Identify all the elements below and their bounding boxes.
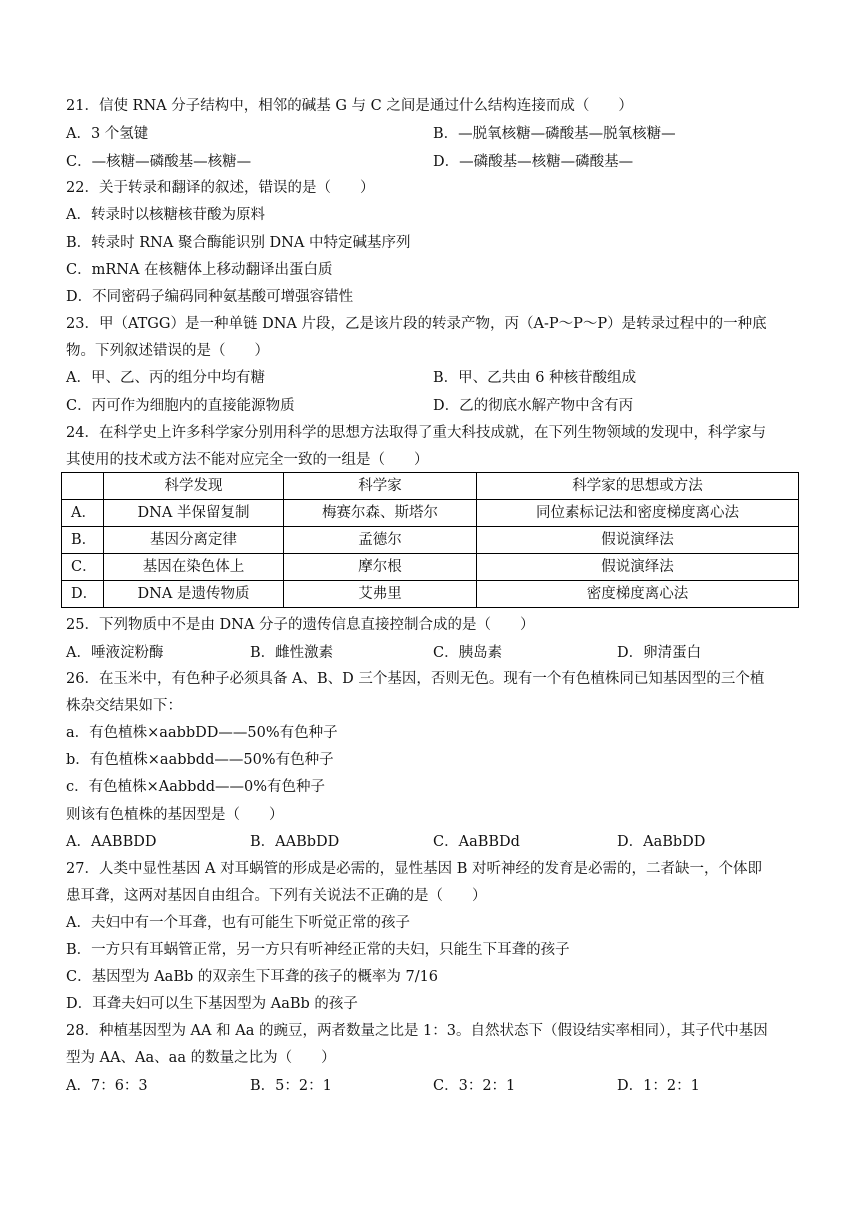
q26-cross-a: a．有色植株×aabbDD——50%有色种子 bbox=[66, 725, 338, 741]
q28-option-b: B．5：2：1 bbox=[250, 1078, 332, 1094]
table-header-cell: 科学发现 bbox=[104, 473, 284, 500]
table-cell: DNA 半保留复制 bbox=[104, 500, 284, 527]
table-cell: A． bbox=[62, 500, 104, 527]
q26-option-a: A．AABBDD bbox=[66, 834, 157, 850]
table-header-cell: 科学家 bbox=[284, 473, 477, 500]
table-row bbox=[62, 500, 799, 527]
table-cell: 基因在染色体上 bbox=[104, 554, 284, 581]
table-cell: D． bbox=[62, 581, 104, 608]
q21-option-a: A．3 个氢键 bbox=[66, 126, 149, 142]
q25-option-c: C．胰岛素 bbox=[433, 645, 503, 661]
table-cell: C． bbox=[62, 554, 104, 581]
q27-stem-line2: 患耳聋，这两对基因自由组合。下列有关说法不正确的是（ ） bbox=[66, 888, 487, 904]
q24-stem-line2: 其使用的技术或方法不能对应完全一致的一组是（ ） bbox=[66, 452, 429, 468]
table-cell: 孟德尔 bbox=[284, 527, 477, 554]
q21-option-d: D．—磷酸基—核糖—磷酸基— bbox=[433, 154, 634, 170]
q24-table bbox=[61, 472, 799, 608]
q28-option-c: C．3：2：1 bbox=[433, 1078, 516, 1094]
q28-stem-line1: 28．种植基因型为 AA 和 Aa 的豌豆，两者数量之比是 1：3。自然状态下（假设结实率相同），其子代中基因 bbox=[66, 1023, 768, 1039]
table-header-cell: 科学家的思想或方法 bbox=[477, 473, 799, 500]
table-cell: 同位素标记法和密度梯度离心法 bbox=[477, 500, 799, 527]
table-header-row bbox=[62, 473, 799, 500]
q23-option-a: A．甲、乙、丙的组分中均有糖 bbox=[66, 370, 265, 386]
q25-option-b: B．雌性激素 bbox=[250, 645, 334, 661]
q25-option-a: A．唾液淀粉酶 bbox=[66, 645, 164, 661]
q22-stem: 22．关于转录和翻译的叙述，错误的是（ ） bbox=[66, 180, 375, 196]
q23-option-b: B．甲、乙共由 6 种核苷酸组成 bbox=[433, 370, 637, 386]
q22-option-b: B．转录时 RNA 聚合酶能识别 DNA 中特定碱基序列 bbox=[66, 235, 411, 251]
q26-option-d: D．AaBbDD bbox=[617, 834, 706, 850]
table-cell: 摩尔根 bbox=[284, 554, 477, 581]
table-cell: 假说演绎法 bbox=[477, 554, 799, 581]
q22-option-d: D．不同密码子编码同种氨基酸可增强容错性 bbox=[66, 289, 354, 305]
q25-stem: 25．下列物质中不是由 DNA 分子的遗传信息直接控制合成的是（ ） bbox=[66, 617, 535, 633]
q21-option-b: B．—脱氧核糖—磷酸基—脱氧核糖— bbox=[433, 126, 676, 142]
q27-option-c: C．基因型为 AaBb 的双亲生下耳聋的孩子的概率为 7/16 bbox=[66, 969, 439, 985]
table-cell: 艾弗里 bbox=[284, 581, 477, 608]
table-row bbox=[62, 554, 799, 581]
q26-option-b: B．AABbDD bbox=[250, 834, 340, 850]
table-cell: DNA 是遗传物质 bbox=[104, 581, 284, 608]
q22-option-a: A．转录时以核糖核苷酸为原料 bbox=[66, 207, 265, 223]
q23-option-c: C．丙可作为细胞内的直接能源物质 bbox=[66, 398, 295, 414]
q27-stem-line1: 27．人类中显性基因 A 对耳蜗管的形成是必需的，显性基因 B 对听神经的发育是必需的，二者缺一，个体即 bbox=[66, 861, 763, 877]
q23-option-d: D．乙的彻底水解产物中含有丙 bbox=[433, 398, 634, 414]
table-header-cell bbox=[62, 473, 104, 500]
q27-option-a: A．夫妇中有一个耳聋，也有可能生下听觉正常的孩子 bbox=[66, 915, 410, 931]
q26-stem-line2: 株杂交结果如下： bbox=[66, 698, 182, 714]
q24-stem-line1: 24．在科学史上许多科学家分别用科学的思想方法取得了重大科技成就，在下列生物领域的发现中，科学家与 bbox=[66, 425, 766, 441]
q25-option-d: D．卵清蛋白 bbox=[617, 645, 702, 661]
q26-ask: 则该有色植株的基因型是（ ） bbox=[66, 807, 284, 823]
table-cell: 密度梯度离心法 bbox=[477, 581, 799, 608]
q28-option-d: D．1：2：1 bbox=[617, 1078, 700, 1094]
table-cell: 梅赛尔森、斯塔尔 bbox=[284, 500, 477, 527]
q23-stem-line2: 物。下列叙述错误的是（ ） bbox=[66, 343, 269, 359]
q26-option-c: C．AaBBDd bbox=[433, 834, 520, 850]
q23-stem-line1: 23．甲（ATGG）是一种单链 DNA 片段，乙是该片段的转录产物，丙（A-P～P～P）是转录过程中的一种底 bbox=[66, 316, 767, 332]
q26-cross-b: b．有色植株×aabbdd——50%有色种子 bbox=[66, 752, 334, 768]
q26-cross-c: c．有色植株×Aabbdd——0%有色种子 bbox=[66, 779, 326, 795]
q27-option-d: D．耳聋夫妇可以生下基因型为 AaBb 的孩子 bbox=[66, 996, 358, 1012]
table-row bbox=[62, 581, 799, 608]
q22-option-c: C．mRNA 在核糖体上移动翻译出蛋白质 bbox=[66, 262, 333, 278]
q26-stem-line1: 26．在玉米中，有色种子必须具备 A、B、D 三个基因，否则无色。现有一个有色植株同已知基因型的三个植 bbox=[66, 671, 765, 687]
q27-option-b: B．一方只有耳蜗管正常，另一方只有听神经正常的夫妇，只能生下耳聋的孩子 bbox=[66, 942, 570, 958]
q21-stem: 21．信使 RNA 分子结构中，相邻的碱基 G 与 C 之间是通过什么结构连接而成（ ） bbox=[66, 98, 633, 114]
table-cell: B． bbox=[62, 527, 104, 554]
table-row bbox=[62, 527, 799, 554]
q21-option-c: C．—核糖—磷酸基—核糖— bbox=[66, 154, 252, 170]
q28-stem-line2: 型为 AA、Aa、aa 的数量之比为（ ） bbox=[66, 1050, 336, 1066]
table-cell: 基因分离定律 bbox=[104, 527, 284, 554]
table-cell: 假说演绎法 bbox=[477, 527, 799, 554]
q28-option-a: A．7：6：3 bbox=[66, 1078, 148, 1094]
